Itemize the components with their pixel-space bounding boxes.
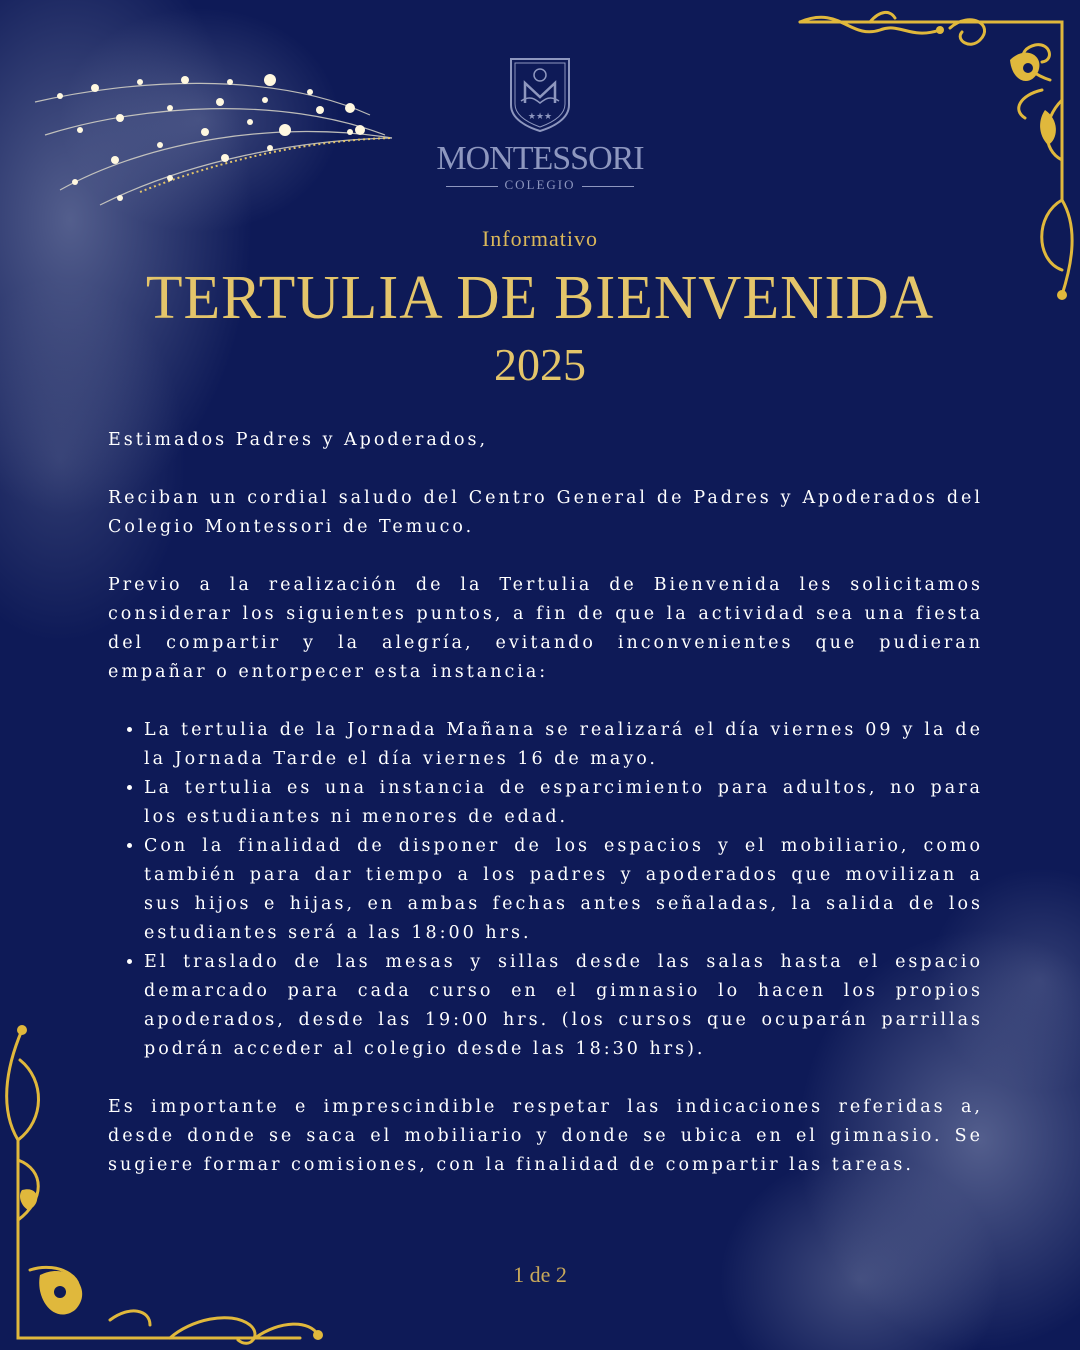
page-number: 1 de 2 <box>513 1262 567 1287</box>
title-year: 2025 <box>494 339 586 390</box>
string-lights-decoration <box>20 60 400 220</box>
svg-text:★★★: ★★★ <box>527 112 553 122</box>
closing-paragraph: Es importante e imprescindible respetar las indicaciones referidas a, desde donde se saca el mobiliario y donde se ubica en el gimnasio. Se sugiere formar comisiones, con la finalidad de compartir las tareas. <box>108 1097 983 1175</box>
page-title: TERTULIA DE BIENVENIDA <box>145 262 935 332</box>
intro-paragraph: Reciban un cordial saludo del Centro General de Padres y Apoderados del Colegio Montessori de Temuco. <box>108 488 983 537</box>
letter-body <box>108 426 983 1209</box>
logo-wordmark: MONTESSORI <box>436 140 644 177</box>
list-item: • El traslado de las mesas y sillas desde las salas hasta el espacio demarcado para cada curso en el gimnasio lo hacen los propios apoderados, desde las 19:00 hrs. (los cursos que ocuparán parrillas podrán acceder al colegio desde las 18:30 hrs). <box>144 948 983 1064</box>
kicker-label: Informativo <box>481 226 599 251</box>
school-crest-logo <box>505 55 575 133</box>
context-paragraph: Previo a la realización de la Tertulia de Bienvenida les solicitamos considerar los siguientes puntos, a fin de que la actividad sea una fiesta del compartir y la alegría, evitando inconvenientes que pudieran empañar o entorpecer esta instancia: <box>108 575 983 682</box>
list-item: • Con la finalidad de disponer de los espacios y el mobiliario, como también para dar tiempo a los padres y apoderados que movilizan a sus hijos e hijas, en ambas fechas antes señaladas, la salida de los estudiantes será a las 18:00 hrs. <box>144 832 983 948</box>
list-item: • La tertulia de la Jornada Mañana se realizará el día viernes 09 y la de la Jornada Tarde el día viernes 16 de mayo. <box>144 716 983 774</box>
list-item: • La tertulia es una instancia de esparcimiento para adultos, no para los estudiantes ni menores de edad. <box>144 774 983 832</box>
greeting: Estimados Padres y Apoderados, <box>108 430 489 450</box>
points-list <box>108 716 983 1064</box>
logo-subtitle: COLEGIO <box>430 177 650 193</box>
